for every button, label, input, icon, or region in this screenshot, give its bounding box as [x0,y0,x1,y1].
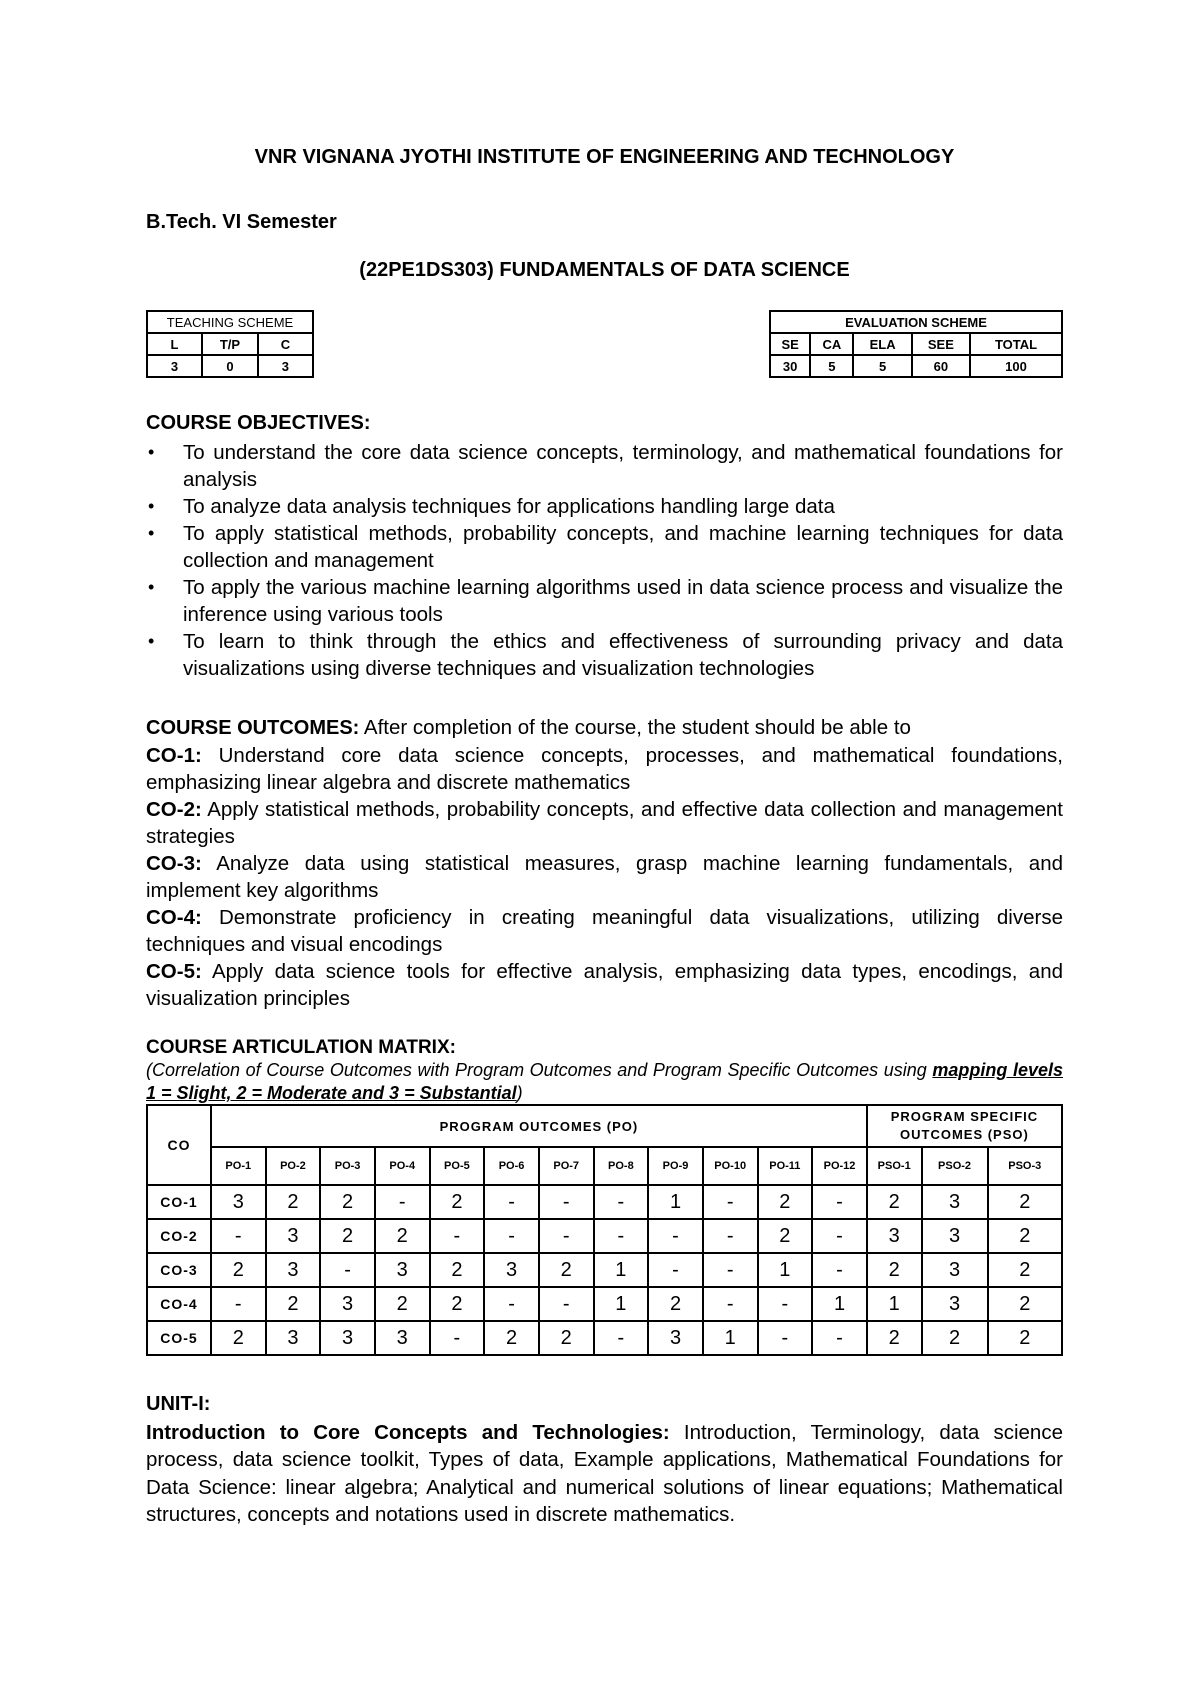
matrix-cell: 2 [988,1287,1062,1321]
outcome-label: CO-5: [146,960,202,983]
matrix-cell: - [703,1287,758,1321]
outcome-text: Demonstrate proficiency in creating meaningful data visualizations, utilizing diverse techniques and visual encodings [146,906,1063,956]
matrix-row-label: CO-4 [147,1287,211,1321]
unit-title: UNIT-I: [146,1393,211,1415]
matrix-cell: 2 [758,1185,813,1219]
evaluation-value: 100 [970,355,1062,377]
matrix-cell: 2 [484,1321,539,1355]
matrix-column-header: PO-7 [539,1147,594,1185]
matrix-column-header: PO-1 [211,1147,266,1185]
matrix-cell: 2 [539,1321,594,1355]
matrix-cell: - [812,1185,867,1219]
outcome-label: CO-1: [146,744,202,767]
matrix-cell: 2 [648,1287,703,1321]
matrix-column-header: PO-12 [812,1147,867,1185]
matrix-cell: 1 [758,1253,813,1287]
matrix-note-prefix: (Correlation of Course Outcomes with Program Outcomes and Program Specific Outcomes using [146,1060,933,1080]
objective-item: • To analyze data analysis techniques for applications handling large data [146,493,1063,520]
matrix-cell: - [539,1219,594,1253]
evaluation-value: 5 [810,355,853,377]
matrix-cell: - [703,1253,758,1287]
matrix-cell: - [211,1219,266,1253]
matrix-cell: 2 [430,1253,485,1287]
matrix-cell: 1 [812,1287,867,1321]
matrix-row-label: CO-3 [147,1253,211,1287]
matrix-row [147,1253,1062,1287]
course-objectives [146,410,1063,682]
matrix-column-header: PO-9 [648,1147,703,1185]
matrix-cell: 2 [320,1219,375,1253]
matrix-row [147,1321,1062,1355]
outcome-item [146,958,1063,1012]
matrix-cell: 2 [922,1321,988,1355]
outcomes-title: COURSE OUTCOMES: [146,717,360,739]
articulation-matrix-heading [146,1037,1063,1105]
matrix-cell: - [320,1253,375,1287]
matrix-column-header: PSO-1 [867,1147,922,1185]
unit-text: Introduction, Terminology, data science process, data science toolkit, Types of data, Example applications, Mathematical Foundations for Data Science: linear algebra; Analytical and numerical solutions of linear equations; Mathematical structures, concepts and notations used in discrete mathematics. [146,1420,1063,1526]
co-header: CO [147,1105,211,1185]
matrix-cell: - [594,1321,649,1355]
outcome-item [146,796,1063,850]
matrix-cell: - [484,1287,539,1321]
matrix-cell: 3 [922,1287,988,1321]
objective-item: • To apply statistical methods, probability concepts, and machine learning techniques for data collection and management [146,520,1063,574]
matrix-cell: - [375,1185,430,1219]
matrix-cell: 3 [266,1253,321,1287]
matrix-cell: 2 [988,1253,1062,1287]
teaching-scheme-title: TEACHING SCHEME [147,311,313,333]
matrix-note [146,1059,1063,1105]
matrix-column-headers [147,1147,1062,1185]
matrix-cell: 3 [922,1219,988,1253]
matrix-cell: 2 [211,1253,266,1287]
unit-content [146,1419,1063,1529]
matrix-cell: 2 [988,1321,1062,1355]
evaluation-header: TOTAL [970,333,1062,355]
matrix-cell: - [594,1219,649,1253]
matrix-row [147,1219,1062,1253]
outcome-label: CO-3: [146,852,202,875]
evaluation-scheme-table [769,310,1063,378]
outcome-text: Understand core data science concepts, processes, and mathematical foundations, emphasizing linear algebra and discrete mathematics [146,744,1063,794]
matrix-cell: - [594,1185,649,1219]
matrix-cell: 3 [266,1321,321,1355]
matrix-cell: - [484,1219,539,1253]
matrix-cell: 2 [867,1185,922,1219]
teaching-scheme-table [146,310,314,378]
evaluation-scheme-title: EVALUATION SCHEME [770,311,1062,333]
matrix-cell: 3 [867,1219,922,1253]
evaluation-header: ELA [853,333,911,355]
matrix-row-label: CO-1 [147,1185,211,1219]
matrix-cell: 3 [320,1287,375,1321]
matrix-cell: 2 [867,1253,922,1287]
objectives-title: COURSE OBJECTIVES: [146,412,371,434]
teaching-header: T/P [202,333,258,355]
matrix-cell: - [539,1185,594,1219]
outcome-label: CO-2: [146,798,202,821]
matrix-cell: 2 [266,1185,321,1219]
evaluation-header: SEE [912,333,970,355]
matrix-cell: 3 [211,1185,266,1219]
matrix-row [147,1287,1062,1321]
evaluation-value: 30 [770,355,810,377]
matrix-cell: - [812,1253,867,1287]
evaluation-value: 60 [912,355,970,377]
matrix-cell: - [430,1321,485,1355]
matrix-cell: - [648,1219,703,1253]
matrix-cell: 3 [484,1253,539,1287]
outcome-label: CO-4: [146,906,202,929]
matrix-cell: 3 [648,1321,703,1355]
matrix-cell: 2 [758,1219,813,1253]
matrix-cell: 1 [594,1287,649,1321]
matrix-cell: - [648,1253,703,1287]
matrix-cell: - [484,1185,539,1219]
matrix-cell: 2 [988,1185,1062,1219]
matrix-cell: 3 [375,1321,430,1355]
matrix-row [147,1185,1062,1219]
matrix-column-header: PO-11 [758,1147,813,1185]
matrix-cell: 2 [211,1321,266,1355]
matrix-cell: 2 [266,1287,321,1321]
teaching-value: 0 [202,355,258,377]
matrix-column-header: PSO-2 [922,1147,988,1185]
matrix-column-header: PO-2 [266,1147,321,1185]
matrix-cell: 3 [320,1321,375,1355]
matrix-cell: 3 [375,1253,430,1287]
institute-name: VNR VIGNANA JYOTHI INSTITUTE OF ENGINEERING AND TECHNOLOGY [254,146,955,168]
matrix-cell: 3 [922,1253,988,1287]
course-outcomes [146,714,1063,1012]
evaluation-header: SE [770,333,810,355]
outcome-item [146,904,1063,958]
matrix-cell: - [539,1287,594,1321]
teaching-value: 3 [147,355,202,377]
outcome-text: Apply data science tools for effective analysis, emphasizing data types, encodings, and visualization principles [146,960,1063,1010]
objective-item: • To understand the core data science concepts, terminology, and mathematical foundations for analysis [146,439,1063,493]
unit-heading: Introduction to Core Concepts and Technologies: [146,1420,670,1444]
matrix-body [147,1185,1062,1355]
objective-item: • To apply the various machine learning algorithms used in data science process and visualize the inference using various tools [146,574,1063,628]
teaching-header: L [147,333,202,355]
matrix-cell: 2 [430,1287,485,1321]
matrix-cell: - [812,1219,867,1253]
matrix-cell: - [430,1219,485,1253]
outcomes-intro-line [146,714,1063,742]
evaluation-header: CA [810,333,853,355]
matrix-cell: 3 [266,1219,321,1253]
matrix-row-label: CO-5 [147,1321,211,1355]
matrix-cell: - [211,1287,266,1321]
matrix-column-header: PO-3 [320,1147,375,1185]
matrix-cell: 1 [867,1287,922,1321]
outcomes-intro: After completion of the course, the student should be able to [359,716,911,739]
matrix-column-header: PO-5 [430,1147,485,1185]
matrix-cell: 2 [375,1287,430,1321]
matrix-title: COURSE ARTICULATION MATRIX: [146,1037,456,1058]
matrix-cell: 1 [703,1321,758,1355]
unit-one [146,1391,1063,1529]
matrix-note-levels: mapping levels 1 = Slight, 2 = Moderate and 3 = Substantial [146,1060,1064,1103]
matrix-cell: - [703,1219,758,1253]
matrix-cell: 2 [320,1185,375,1219]
matrix-cell: 2 [430,1185,485,1219]
matrix-cell: 2 [867,1321,922,1355]
matrix-row-label: CO-2 [147,1219,211,1253]
matrix-cell: 1 [648,1185,703,1219]
teaching-header: C [258,333,313,355]
matrix-column-header: PO-8 [594,1147,649,1185]
matrix-column-header: PO-10 [703,1147,758,1185]
matrix-column-header: PO-4 [375,1147,430,1185]
matrix-column-header: PSO-3 [988,1147,1062,1185]
subject-title: (22PE1DS303) FUNDAMENTALS OF DATA SCIENCE [359,259,850,281]
outcome-item [146,742,1063,796]
semester-label: B.Tech. VI Semester [146,211,337,233]
matrix-cell: - [758,1287,813,1321]
articulation-matrix-table [146,1104,1063,1356]
matrix-column-header: PO-6 [484,1147,539,1185]
evaluation-value: 5 [853,355,911,377]
objective-item: • To learn to think through the ethics and effectiveness of surrounding privacy and data visualizations using diverse techniques and visualization technologies [146,628,1063,682]
outcome-item [146,850,1063,904]
matrix-cell: 3 [922,1185,988,1219]
matrix-cell: 2 [988,1219,1062,1253]
matrix-cell: 2 [375,1219,430,1253]
matrix-cell: - [758,1321,813,1355]
outcome-text: Analyze data using statistical measures, grasp machine learning fundamentals, and implement key algorithms [146,852,1063,902]
pso-header: PROGRAM SPECIFIC OUTCOMES (PSO) [867,1105,1062,1147]
matrix-note-suffix: ) [516,1083,523,1103]
teaching-value: 3 [258,355,313,377]
matrix-cell: 2 [539,1253,594,1287]
objectives-list [146,439,1063,682]
outcome-text: Apply statistical methods, probability concepts, and effective data collection and management strategies [146,798,1063,848]
matrix-cell: 1 [594,1253,649,1287]
matrix-cell: - [703,1185,758,1219]
matrix-cell: - [812,1321,867,1355]
po-header: PROGRAM OUTCOMES (PO) [211,1105,867,1147]
